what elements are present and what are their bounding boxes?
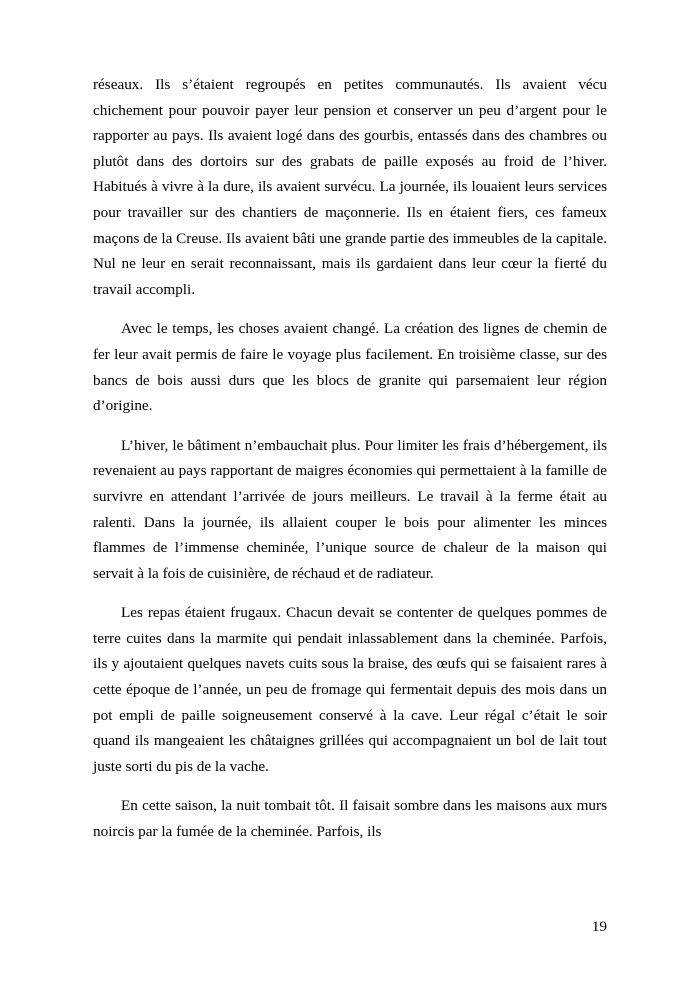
paragraph: réseaux. Ils s’étaient regroupés en petites communautés. Ils avaient vécu chichement pour pouvoir payer leur pension et conserver un peu d’argent pour le rapporter au pays. Ils avaient logé dans des gourbis, entassés dans des chambres ou plutôt dans des dortoirs sur des grabats de paille exposés au froid de l’hiver. Habitués à vivre à la dure, ils avaient survécu. La journée, ils louaient leurs services pour travailler sur des chantiers de maçonnerie. Ils en étaient fiers, ces fameux maçons de la Creuse. Ils avaient bâti une grande partie des immeubles de la capitale. Nul ne leur en serait reconnaissant, mais ils gardaient dans leur cœur la fierté du travail accompli. <box>93 76 607 298</box>
page-body-text <box>93 72 607 845</box>
paragraph: Les repas étaient frugaux. Chacun devait se contenter de quelques pommes de terre cuites dans la marmite qui pendait inlassablement dans la cheminée. Parfois, ils y ajoutaient quelques navets cuits sous la braise, des œufs qui se faisaient rares à cette époque de l’année, un peu de fromage qui fermentait depuis des mois dans un pot empli de paille soigneusement conservé à la cave. Leur régal c’était le soir quand ils mangeaient les châtaignes grillées qui accompagnaient un bol de lait tout juste sorti du pis de la vache. <box>93 604 607 775</box>
paragraph: Avec le temps, les choses avaient changé. La création des lignes de chemin de fer leur avait permis de faire le voyage plus facilement. En troisième classe, sur des bancs de bois aussi durs que les blocs de granite qui parsemaient leur région d’origine. <box>93 320 607 415</box>
page-number: 19 <box>591 918 607 935</box>
paragraph: En cette saison, la nuit tombait tôt. Il faisait sombre dans les maisons aux murs noircis par la fumée de la cheminée. Parfois, ils <box>93 797 607 841</box>
paragraph: L’hiver, le bâtiment n’embauchait plus. Pour limiter les frais d’hébergement, ils revenaient au pays rapportant de maigres économies qui permettaient à la famille de survivre en attendant l’arrivée de jours meilleurs. Le travail à la ferme était au ralenti. Dans la journée, ils allaient couper le bois pour alimenter les minces flammes de l’immense cheminée, l’unique source de chaleur de la maison qui servait à la fois de cuisinière, de réchaud et de radiateur. <box>93 436 607 582</box>
